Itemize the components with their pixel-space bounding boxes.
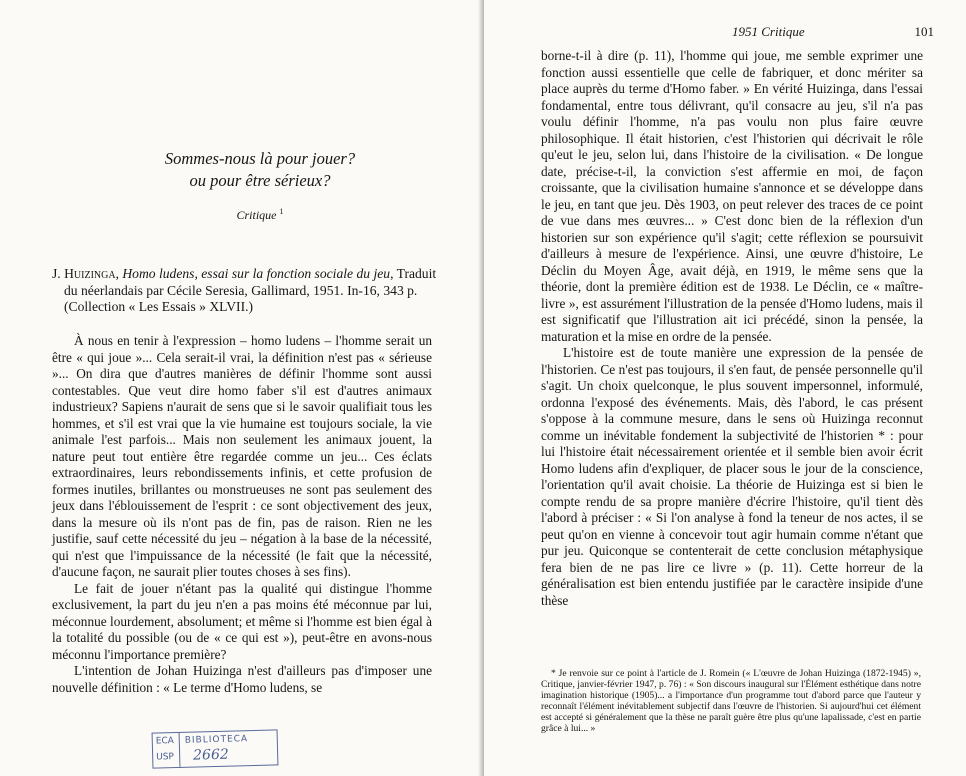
paragraph: À nous en tenir à l'expression – homo ludens – l'homme serait un être « qui joue »... Cela serait-il vrai, la définition n'est pas « sérieuse »... On dira que d'autres manières de définir l'homme sont aussi contestables. Que veut dire homo faber s'il est d'autres animaux industrieux? Sapiens n'aurait de sens que si le savoir qualifiait tous les hommes, et s'il est vrai que la vie humaine est toujours sociale, la vie animale l'est parfois... Mais non seulement les animaux jouent, la nature peut tout entière être regardée comme un jeu... Ces éclats extraordinaires, leurs rebondissements infinis, et cette profusion de formes inutiles, brillantes ou monstrueuses ne sont pas seulement des jeux dans l'éblouissement de l'esprit : ce sont objectivement des jeux, dans la mesure où ils n'ont pas de fin, pas de raison. Rien ne les justifie, sauf cette nécessité du jeu – négation à la base de la nécessité, qui n'est que l'impuissance de la nécessité (le fait que la nécessité, d'aucune façon, ne saurait plier toutes choses à ses fins). [52,333,432,579]
essay-title-line-2: ou pour être sérieux? [189,171,331,190]
bib-author: J. Huizinga [52,266,116,281]
stamp-label: BIBLIOTECA [184,734,249,746]
right-page [484,0,966,776]
stamp-usp: USP [156,752,175,763]
paragraph: L'intention de Johan Huizinga n'est d'ailleurs pas d'imposer une nouvelle définition : « Le terme d'Homo ludens, se [52,663,432,695]
paragraph: L'histoire est de toute manière une expression de la pensée de l'historien. Ce n'est pas toujours, il s'en faut, de pensée personnelle qu'il s'agit. Un choix quelconque, le plus souvent impersonnel, informulé, ordonna l'exposé des événements. Mais, dès l'abord, le cas présent s'oppose à la commune mesure, dans le sens où Huizinga reconnut comme un inévitable fondement la subjectivité de l'historien * : pour lui l'histoire était nécessairement orientée et il semble bien avoir écrit Homo ludens afin d'expliquer, de placer sous le jour de la conscience, l'orientation qu'il avait choisie. La théorie de Huizinga est si bien le compte rendu de sa propre manière d'écrire l'histoire, qu'il tient dès l'abord à préciser : « Si l'on analyse à fond la teneur de nos actes, il se peut qu'on en vienne à concevoir tout agir humain comme n'étant que pur jeu. Quiconque se contenterait de cette conclusion métaphysique fera bien de ne pas lire ce livre » (p. 11). Cette horreur de la généralisation est bien entendu justifiée par le caractère insipide d'une thèse [541,345,923,608]
paragraph: Le fait de jouer n'étant pas la qualité qui distingue l'homme exclusivement, la part du jeu n'en a pas moins été méconnue par lui, méconnue lourdement, absolument; et même si l'homme est bien égal à la totalité du possible (ou de « ce qui est »), peut-être en avons-nous méconnu l'importance première? [52,580,432,662]
page-number: 101 [914,24,934,39]
left-page [0,0,482,776]
left-body-text [52,333,432,696]
paragraph: borne-t-il à dire (p. 11), l'homme qui joue, me semble exprimer une fonction aussi essentielle que celle de fabriquer, et donc mériter sa place auprès du terme d'Homo faber. » En vérité Huizinga, dans l'essai fondamental, entre tous délivrant, qu'il consacre au jeu, s'il n'a pas voulu définir l'homme, n'a pas voulu non plus faire œuvre philosophique. Il était historien, c'est l'historien qui décrivait le rôle qu'eut le jeu, selon lui, dans l'histoire de la civilisation. « De longue date, précise-t-il, la conviction s'est affermie en moi, de façon croissante, que la civilisation humaine s'annonce et se développe dans le jeu, en tant que jeu. Dès 1903, on peut relever des traces de ce point de vue dans mes œuvres... » C'est donc bien de la réflexion d'un historien sur son expérience qu'il s'agit; cette réflexion se poursuivit d'ailleurs à mesure de l'expérience. Ainsi, une œuvre d'histoire, Le Déclin du Moyen Âge, avait déjà, en 1919, le même sens que la théorie, dont la première édition est de 1938. Le Déclin, ce « maître-livre », est assurément l'illustration de la pensée d'Homo ludens, mais il est significatif que l'illustration ait ici précédé, sinon la pensée, la maturation et la mise en ordre de la pensée. [541,48,923,344]
running-head-title: 1951 Critique [732,24,805,39]
author-note-mark: 1 [279,207,284,216]
footnote [541,668,921,734]
bibliographic-reference: J. Huizinga, Homo ludens, essai sur la fonction sociale du jeu, Traduit du néerlandais par Cécile Seresia, Gallimard, 1951. In-16, 343 p. (Collection « Les Essais » XLVII.) [52,266,437,315]
author-line [120,207,400,223]
stamp-number: 2662 [192,746,230,764]
stamp-eca: ECA [155,736,175,747]
essay-title-line-1: Sommes-nous là pour jouer? [164,149,356,168]
author-name: Critique [236,208,277,222]
right-body-text [541,48,923,609]
bib-details: , Traduit du néerlandais par Cécile Seresia, Gallimard, 1951. In-16, 343 p. (Collection « Les Essais » XLVII.) [64,266,437,315]
running-head [484,24,966,42]
library-stamp [152,729,279,768]
stamp-left-box [153,733,181,768]
essay-title [120,148,400,192]
footnote-text: * Je renvoie sur ce point à l'article de J. Romein (« L'œuvre de Johan Huizinga (1872-1945) », Critique, janvier-février 1947, p. 76) : « Son discours inaugural sur l'Élément esthétique dans notre imagination historique (1905)... a l'importance d'un programme tout d'abord parce que l'auteur y reconnaît l'élément inévitablement subjectif dans l'œuvre de l'historien. Si aujourd'hui cet élément est accepté si généralement que la thèse ne paraît guère être plus qu'une lapalissade, c'est en partie grâce à lui... » [541,668,921,734]
bib-title: Homo ludens, essai sur la fonction sociale du jeu [122,266,391,281]
